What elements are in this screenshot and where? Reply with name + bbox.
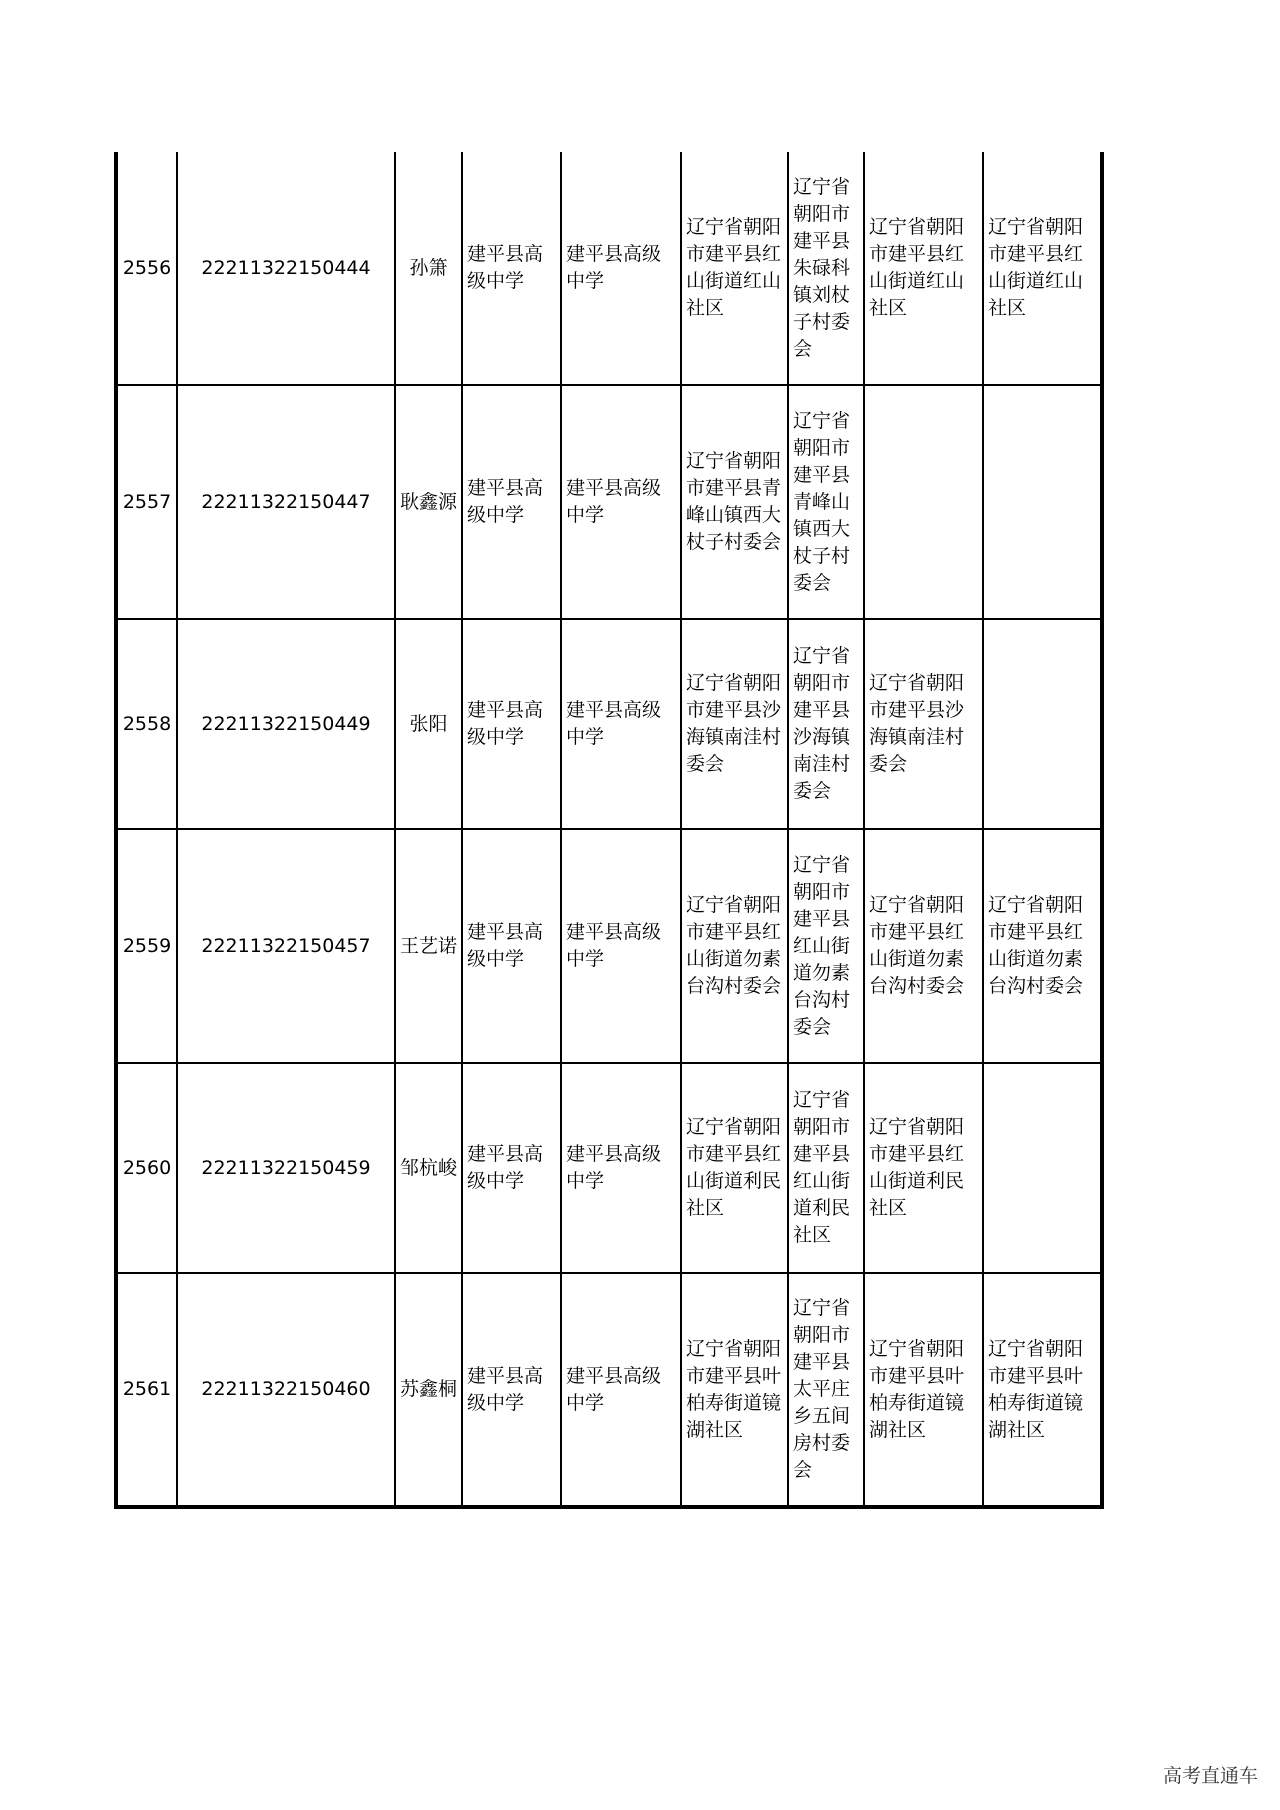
exam-id: 22211322150449	[177, 619, 395, 829]
residence-address: 辽宁省朝阳市建平县红山街道勿素台沟村委会	[864, 829, 983, 1063]
row-number: 2556	[116, 152, 177, 385]
parent-household-address: 辽宁省朝阳市建平县太平庄乡五间房村委会	[788, 1273, 864, 1507]
residence-address: 辽宁省朝阳市建平县叶柏寿街道镜湖社区	[864, 1273, 983, 1507]
table-row	[116, 1273, 1102, 1507]
parent-residence-address: 辽宁省朝阳市建平县红山街道勿素台沟村委会	[983, 829, 1102, 1063]
household-address: 辽宁省朝阳市建平县沙海镇南洼村委会	[681, 619, 788, 829]
exam-id: 22211322150447	[177, 385, 395, 619]
school: 建平县高级中学	[462, 619, 561, 829]
school-duplicate: 建平县高级中学	[561, 1273, 681, 1507]
student-name: 王艺诺	[395, 829, 462, 1063]
row-number: 2560	[116, 1063, 177, 1273]
table-row	[116, 152, 1102, 385]
student-name: 邹杭峻	[395, 1063, 462, 1273]
household-address: 辽宁省朝阳市建平县青峰山镇西大杖子村委会	[681, 385, 788, 619]
roster-body	[116, 152, 1102, 1507]
student-roster-table	[114, 152, 1104, 1509]
roster-table-container	[114, 152, 1104, 1509]
table-row	[116, 619, 1102, 829]
exam-id: 22211322150460	[177, 1273, 395, 1507]
household-address: 辽宁省朝阳市建平县红山街道利民社区	[681, 1063, 788, 1273]
parent-residence-address	[983, 619, 1102, 829]
row-number: 2557	[116, 385, 177, 619]
student-name: 耿鑫源	[395, 385, 462, 619]
row-number: 2559	[116, 829, 177, 1063]
parent-household-address: 辽宁省朝阳市建平县朱碌科镇刘杖子村委会	[788, 152, 864, 385]
residence-address: 辽宁省朝阳市建平县沙海镇南洼村委会	[864, 619, 983, 829]
parent-household-address: 辽宁省朝阳市建平县沙海镇南洼村委会	[788, 619, 864, 829]
exam-id: 22211322150457	[177, 829, 395, 1063]
school: 建平县高级中学	[462, 1063, 561, 1273]
exam-id: 22211322150459	[177, 1063, 395, 1273]
parent-residence-address	[983, 1063, 1102, 1273]
residence-address: 辽宁省朝阳市建平县红山街道红山社区	[864, 152, 983, 385]
parent-household-address: 辽宁省朝阳市建平县红山街道利民社区	[788, 1063, 864, 1273]
household-address: 辽宁省朝阳市建平县叶柏寿街道镜湖社区	[681, 1273, 788, 1507]
student-name: 张阳	[395, 619, 462, 829]
parent-household-address: 辽宁省朝阳市建平县红山街道勿素台沟村委会	[788, 829, 864, 1063]
student-name: 孙箫	[395, 152, 462, 385]
school: 建平县高级中学	[462, 829, 561, 1063]
school-duplicate: 建平县高级中学	[561, 619, 681, 829]
exam-id: 22211322150444	[177, 152, 395, 385]
table-row	[116, 829, 1102, 1063]
table-row	[116, 1063, 1102, 1273]
school-duplicate: 建平县高级中学	[561, 385, 681, 619]
table-row	[116, 385, 1102, 619]
watermark-text: 高考直通车	[1162, 1765, 1258, 1787]
school-duplicate: 建平县高级中学	[561, 152, 681, 385]
row-number: 2561	[116, 1273, 177, 1507]
parent-residence-address	[983, 385, 1102, 619]
parent-residence-address: 辽宁省朝阳市建平县叶柏寿街道镜湖社区	[983, 1273, 1102, 1507]
school: 建平县高级中学	[462, 385, 561, 619]
school-duplicate: 建平县高级中学	[561, 1063, 681, 1273]
row-number: 2558	[116, 619, 177, 829]
school: 建平县高级中学	[462, 152, 561, 385]
household-address: 辽宁省朝阳市建平县红山街道红山社区	[681, 152, 788, 385]
residence-address	[864, 385, 983, 619]
parent-household-address: 辽宁省朝阳市建平县青峰山镇西大杖子村委会	[788, 385, 864, 619]
residence-address: 辽宁省朝阳市建平县红山街道利民社区	[864, 1063, 983, 1273]
student-name: 苏鑫桐	[395, 1273, 462, 1507]
school-duplicate: 建平县高级中学	[561, 829, 681, 1063]
household-address: 辽宁省朝阳市建平县红山街道勿素台沟村委会	[681, 829, 788, 1063]
parent-residence-address: 辽宁省朝阳市建平县红山街道红山社区	[983, 152, 1102, 385]
school: 建平县高级中学	[462, 1273, 561, 1507]
